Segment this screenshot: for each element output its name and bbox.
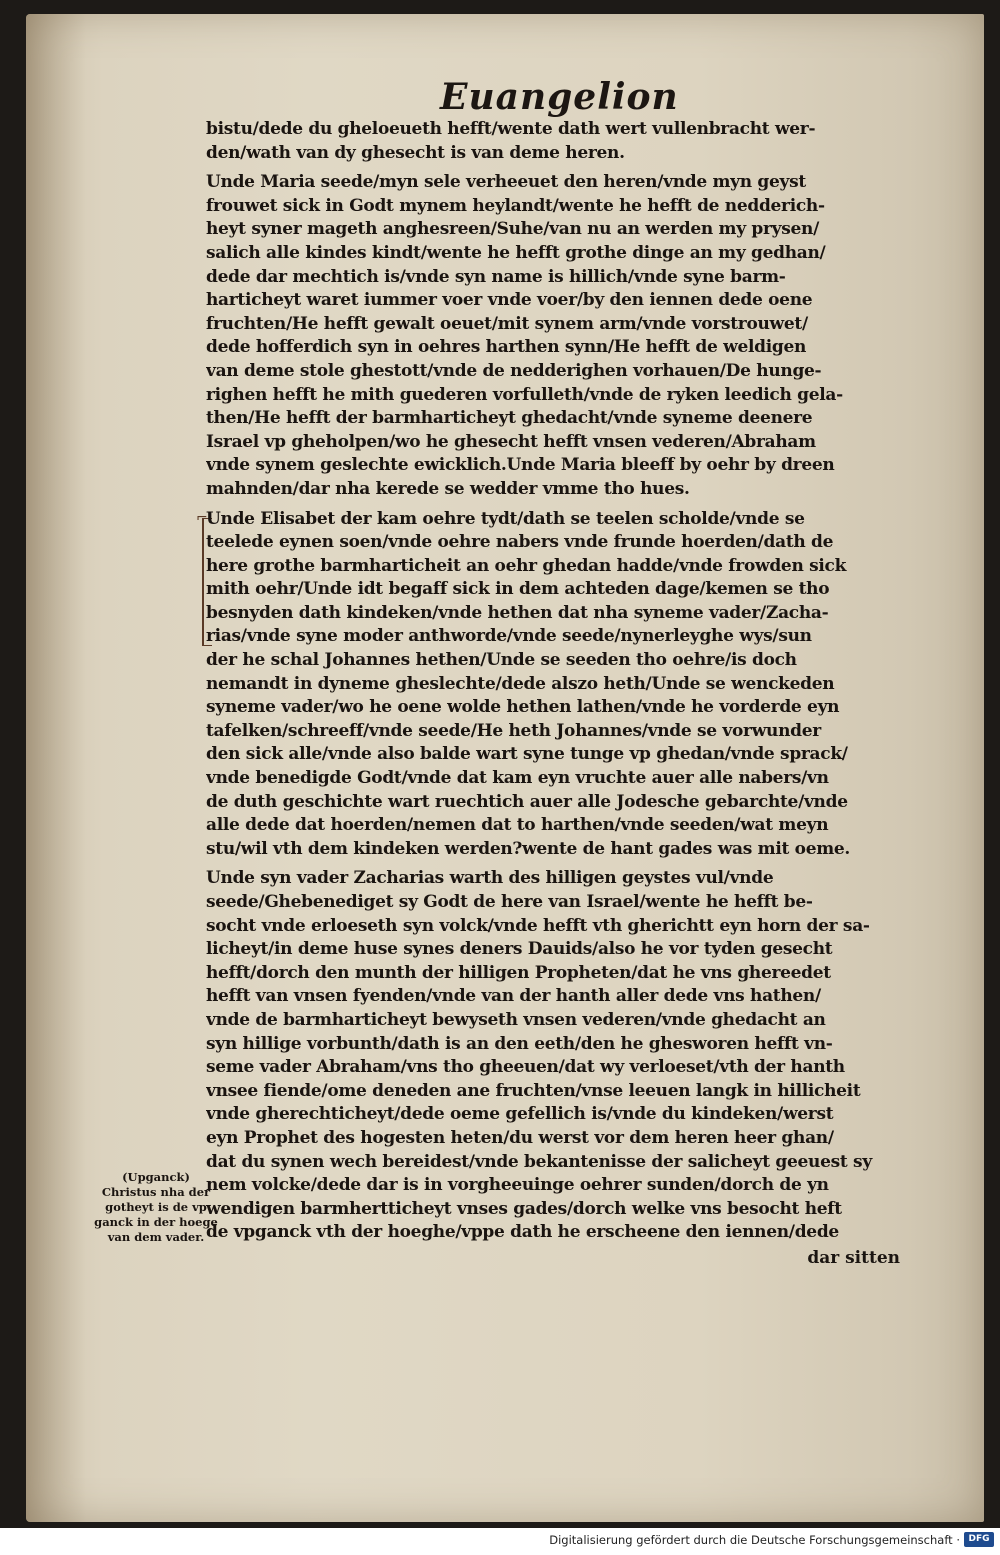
text-line: Unde Elisabet der kam oehre tydt/dath se teelen scholde/vnde se (206, 508, 805, 529)
text-line: vnsee fiende/ome deneden ane fruchten/vnse leeuen langk in hillicheit (206, 1080, 861, 1101)
text-line: de vpganck vth der hoeghe/vppe dath he erscheene den iennen/dede (206, 1222, 839, 1243)
margin-note-line: van dem vader. (107, 1230, 205, 1244)
text-line: alle dede dat hoerden/nemen dat to harthen/vnde seeden/wat meyn (206, 815, 829, 836)
text-line: mahnden/dar nha kerede se wedder vmme tho hues. (206, 478, 690, 499)
text-line: wendigen barmhertticheyt vnses gades/dorch welke vns besocht heft (206, 1198, 842, 1219)
text-line: vnde gherechticheyt/dede oeme gefellich is/vnde du kindeken/werst (206, 1104, 834, 1125)
text-line: vnde benedigde Godt/vnde dat kam eyn vruchte auer alle nabers/vn (206, 768, 829, 789)
text-line: tafelken/schreeff/vnde seede/He heth Johannes/vnde se vorwunder (206, 720, 821, 741)
text-line: licheyt/in deme huse synes deners Dauids/also he vor tyden gesecht (206, 939, 833, 960)
text-line: besnyden dath kindeken/vnde hethen dat nha syneme vader/Zacha- (206, 602, 829, 623)
text-line: here grothe barmharticheit an oehr ghedan hadde/vnde frowden sick (206, 555, 847, 576)
text-line: der he schal Johannes hethen/Unde se seeden tho oehre/is doch (206, 650, 797, 671)
dfg-logo: DFG (964, 1532, 994, 1547)
text-line: then/He hefft der barmharticheyt ghedacht/vnde syneme deenere (206, 408, 813, 429)
text-line: syneme vader/wo he oene wolde hethen lathen/vnde he vorderde eyn (206, 697, 840, 718)
text-line: dede hofferdich syn in oehres harthen synn/He hefft de weldigen (206, 337, 807, 358)
text-line: vnde de barmharticheyt bewyseth vnsen vederen/vnde ghedacht an (206, 1009, 826, 1030)
text-line: den sick alle/vnde also balde wart syne tunge vp ghedan/vnde sprack/ (206, 744, 848, 765)
running-head: Euangelion (440, 76, 679, 118)
body-text (206, 118, 876, 1251)
text-line: bistu/dede du gheloeueth hefft/wente dath wert vullenbracht wer- (206, 119, 816, 139)
margin-note-line: ganck in der hoege (94, 1215, 218, 1229)
paragraph (206, 867, 876, 1245)
text-line: seede/Ghebenediget sy Godt de here van Israel/wente he hefft be- (206, 892, 813, 912)
text-line: fruchten/He hefft gewalt oeuet/mit synem arm/vnde vorstrouwet/ (206, 313, 808, 334)
text-line: Israel vp gheholpen/wo he ghesecht hefft vnsen vederen/Abraham (206, 431, 816, 452)
paragraph (206, 171, 876, 501)
bracket-mark: ⌐ (196, 510, 208, 526)
text-line: dede dar mechtich is/vnde syn name is hillich/vnde syne barm- (206, 266, 786, 287)
text-line: heyt syner mageth anghesreen/Suhe/van nu an werden my prysen/ (206, 219, 820, 240)
text-line: rias/vnde syne moder anthworde/vnde seede/nynerleyghe wys/sun (206, 626, 812, 647)
text-line: frouwet sick in Godt mynem heylandt/wente he hefft de nedderich- (206, 195, 825, 216)
text-line: Unde syn vader Zacharias warth des hilligen geystes vul/vnde (206, 868, 774, 889)
footer-credit: Digitalisierung gefördert durch die Deutsche Forschungsgemeinschaft · (549, 1533, 960, 1547)
text-line: vnde synem geslechte ewicklich.Unde Maria bleeff by oehr by dreen (206, 455, 835, 476)
text-line: de duth geschichte wart ruechtich auer alle Jodesche gebarchte/vnde (206, 791, 848, 812)
margin-note-line: Christus nha der (101, 1185, 211, 1199)
text-line: hefft/dorch den munth der hilligen Propheten/dat he vns ghereedet (206, 962, 831, 983)
text-line: righen hefft he mith guederen vorfulleth/vnde de ryken leedich gela- (206, 384, 843, 405)
text-line: dat du synen wech bereidest/vnde bekantenisse der salicheyt geeuest sy (206, 1151, 872, 1172)
text-line: nem volcke/dede dar is in vorgheeuinge oehrer sunden/dorch de yn (206, 1175, 829, 1196)
text-line: den/wath van dy ghesecht is van deme heren. (206, 142, 625, 163)
text-line: stu/wil vth dem kindeken werden?wente de hant gades was mit oeme. (206, 838, 851, 859)
catchword: dar sitten (807, 1248, 900, 1268)
paragraph (206, 508, 876, 862)
text-line: salich alle kindes kindt/wente he hefft grothe dinge an my gedhan/ (206, 242, 826, 263)
text-line: syn hillige vorbunth/dath is an den eeth/den he ghesworen hefft vn- (206, 1033, 833, 1054)
margin-note-line: gotheyt is de vp (105, 1200, 207, 1214)
text-line: eyn Prophet des hogesten heten/du werst vor dem heren heer ghan/ (206, 1127, 834, 1148)
margin-note (86, 1170, 226, 1245)
text-line: Unde Maria seede/myn sele verheeuet den heren/vnde myn geyst (206, 172, 806, 193)
text-line: socht vnde erloeseth syn volck/vnde hefft vth gherichtt eyn horn der sa- (206, 915, 870, 936)
text-line: teelede eynen soen/vnde oehre nabers vnde frunde hoerden/dath de (206, 532, 834, 553)
text-line: van deme stole ghestott/vnde de nedderighen vorhauen/De hunge- (206, 360, 822, 381)
text-line: hefft van vnsen fyenden/vnde van der hanth aller dede vns hathen/ (206, 986, 821, 1007)
text-line: mith oehr/Unde idt begaff sick in dem achteden dage/kemen se tho (206, 579, 830, 600)
paragraph (206, 118, 876, 165)
page-gutter-shadow (26, 14, 86, 1522)
margin-note-line: (Upganck) (122, 1170, 190, 1184)
text-line: harticheyt waret iummer voer vnde voer/by den iennen dede oene (206, 290, 813, 311)
text-line: seme vader Abraham/vns tho gheeuen/dat wy verloeset/vth der hanth (206, 1057, 845, 1078)
text-line: nemandt in dyneme gheslechte/dede alszo heth/Unde se wenckeden (206, 673, 835, 694)
